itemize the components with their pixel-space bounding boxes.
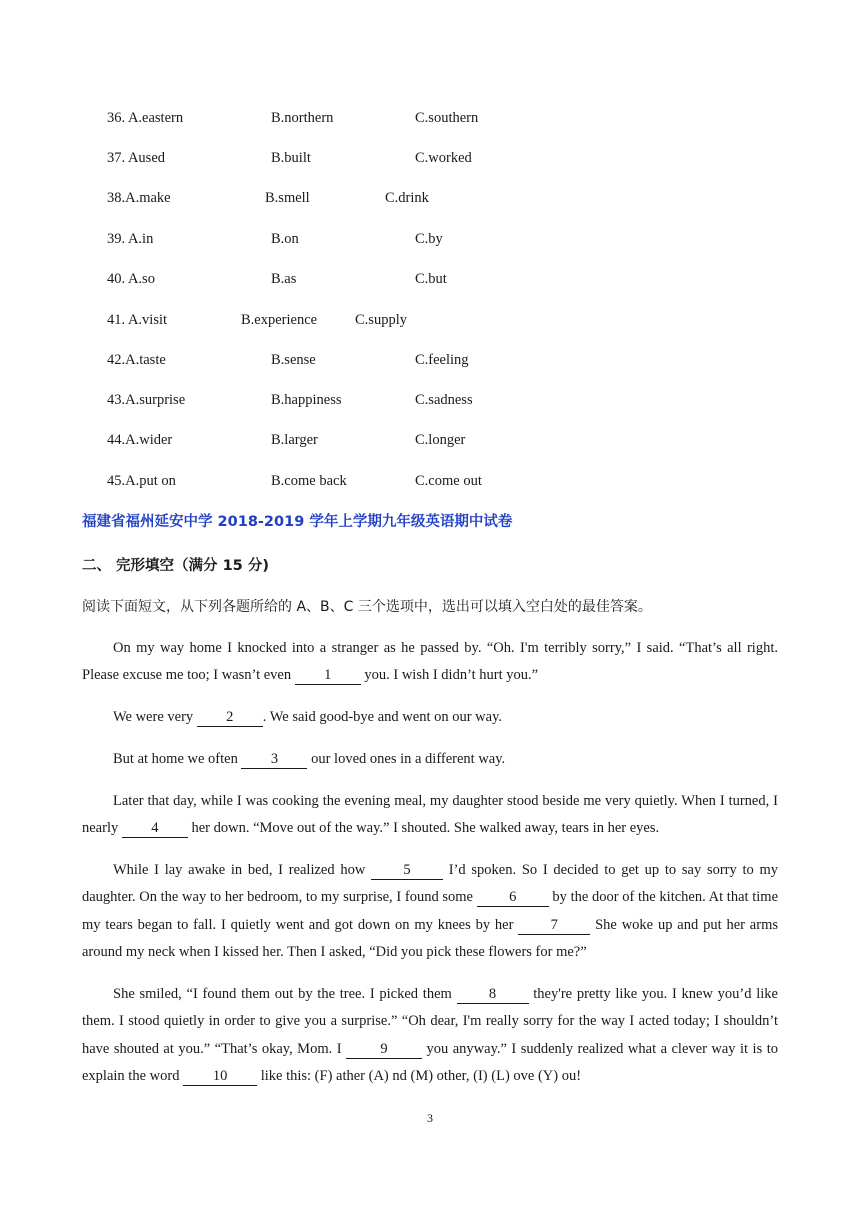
- blank-9: 9: [346, 1041, 422, 1059]
- option-a: 45.A.put on: [107, 473, 176, 489]
- option-b: B.as: [271, 271, 297, 287]
- passage-text: But at home we often: [113, 751, 242, 767]
- exam-source-title: 福建省福州延安中学 2018-2019 学年上学期九年级英语期中试卷: [82, 514, 513, 530]
- passage-text: . We said good-bye and went on our way.: [262, 709, 503, 725]
- passage-text: Later that day, while I was cooking the evening meal, my daughter stood beside me very quietly. When I turned, I nearly: [82, 793, 778, 837]
- option-b: B.experience: [241, 312, 318, 328]
- option-c: C.longer: [415, 432, 466, 448]
- option-b: B.on: [271, 231, 299, 247]
- passage-paragraph-5: [82, 857, 778, 967]
- option-a: 37. Aused: [107, 150, 165, 166]
- option-c: C.southern: [415, 110, 479, 126]
- option-a: 39. A.in: [107, 231, 154, 247]
- blank-6: 6: [477, 889, 549, 907]
- passage-paragraph-3: [82, 746, 778, 773]
- option-c: C.worked: [415, 150, 472, 166]
- option-b: B.happiness: [271, 392, 342, 408]
- option-c: C.but: [415, 271, 447, 287]
- passage-text: On my way home I knocked into a stranger as he passed by. “Oh. I'm terribly sorry,” I said. “That’s all right. Please excuse me too; I wasn’t even: [82, 640, 778, 684]
- option-c: C.feeling: [415, 352, 469, 368]
- passage-text: you anyway.” I suddenly realized what a clever way it is to explain the word: [82, 1040, 778, 1085]
- passage-text: She woke up and put her arms around my neck when I kissed her. Then I asked, “Did you pick these flowers for me?”: [82, 916, 778, 961]
- option-c: C.by: [415, 231, 443, 247]
- option-a: 42.A.taste: [107, 352, 166, 368]
- option-c: C.come out: [415, 473, 482, 489]
- option-c: C.drink: [385, 190, 429, 206]
- passage-text: She smiled, “I found them out by the tree. I picked them: [113, 986, 457, 1002]
- option-c: C.supply: [355, 312, 407, 328]
- passage-paragraph-1: [82, 635, 778, 690]
- option-a: 43.A.surprise: [107, 392, 186, 408]
- option-a: 38.A.make: [107, 190, 171, 206]
- passage-text: We were very: [113, 709, 197, 725]
- passage-text: our loved ones in a different way.: [307, 751, 506, 767]
- option-b: B.come back: [271, 473, 347, 489]
- passage-text: I’d spoken. So I decided to get up to say sorry to my daughter. On the way to her bedroom, to my surprise, I found some: [82, 862, 779, 906]
- blank-4: 4: [122, 820, 188, 838]
- page-number: 3: [427, 1111, 433, 1125]
- option-c: C.sadness: [415, 392, 473, 408]
- passage-text: her down. “Move out of the way.” I shouted. She walked away, tears in her eyes.: [187, 820, 660, 837]
- blank-5: 5: [371, 862, 443, 880]
- option-a: 40. A.so: [107, 271, 155, 287]
- option-a: 36. A.eastern: [107, 110, 184, 126]
- section-heading: 二、 完形填空（满分 15 分): [82, 558, 269, 574]
- passage-text: you. I wish I didn’t hurt you.”: [360, 667, 539, 684]
- blank-7: 7: [518, 917, 590, 935]
- option-b: B.northern: [271, 110, 334, 126]
- instructions: 阅读下面短文，从下列各题所给的 A、B、C 三个选项中，选出可以填入空白处的最佳答案。: [82, 599, 652, 615]
- blank-10: 10: [183, 1068, 257, 1086]
- blank-2: 2: [197, 709, 263, 727]
- passage-paragraph-6: [82, 981, 778, 1091]
- option-b: B.sense: [271, 352, 316, 368]
- option-b: B.smell: [265, 190, 310, 206]
- option-b: B.built: [271, 150, 311, 166]
- passage-text: by the door of the kitchen. At that time my tears began to fall. I quietly went and got down on my knees by her: [82, 889, 778, 933]
- passage-text: like this: (F) ather (A) nd (M) other, (I) (L) ove (Y) ou!: [257, 1068, 582, 1085]
- option-a: 44.A.wider: [107, 432, 173, 448]
- passage-paragraph-4: [82, 788, 778, 843]
- blank-8: 8: [457, 986, 529, 1004]
- passage-paragraph-2: [82, 704, 778, 731]
- passage-text: they're pretty like you. I knew you’d like them. I stood quietly in order to give you a surprise.” “Oh dear, I'm really sorry for the way I acted today; I shouldn’t have shouted at you.” “That’s okay, Mom. I: [82, 986, 778, 1057]
- option-a: 41. A.visit: [107, 312, 168, 328]
- blank-1: 1: [295, 667, 361, 685]
- option-b: B.larger: [271, 432, 318, 448]
- blank-3: 3: [241, 751, 307, 769]
- passage-text: While I lay awake in bed, I realized how: [113, 862, 372, 878]
